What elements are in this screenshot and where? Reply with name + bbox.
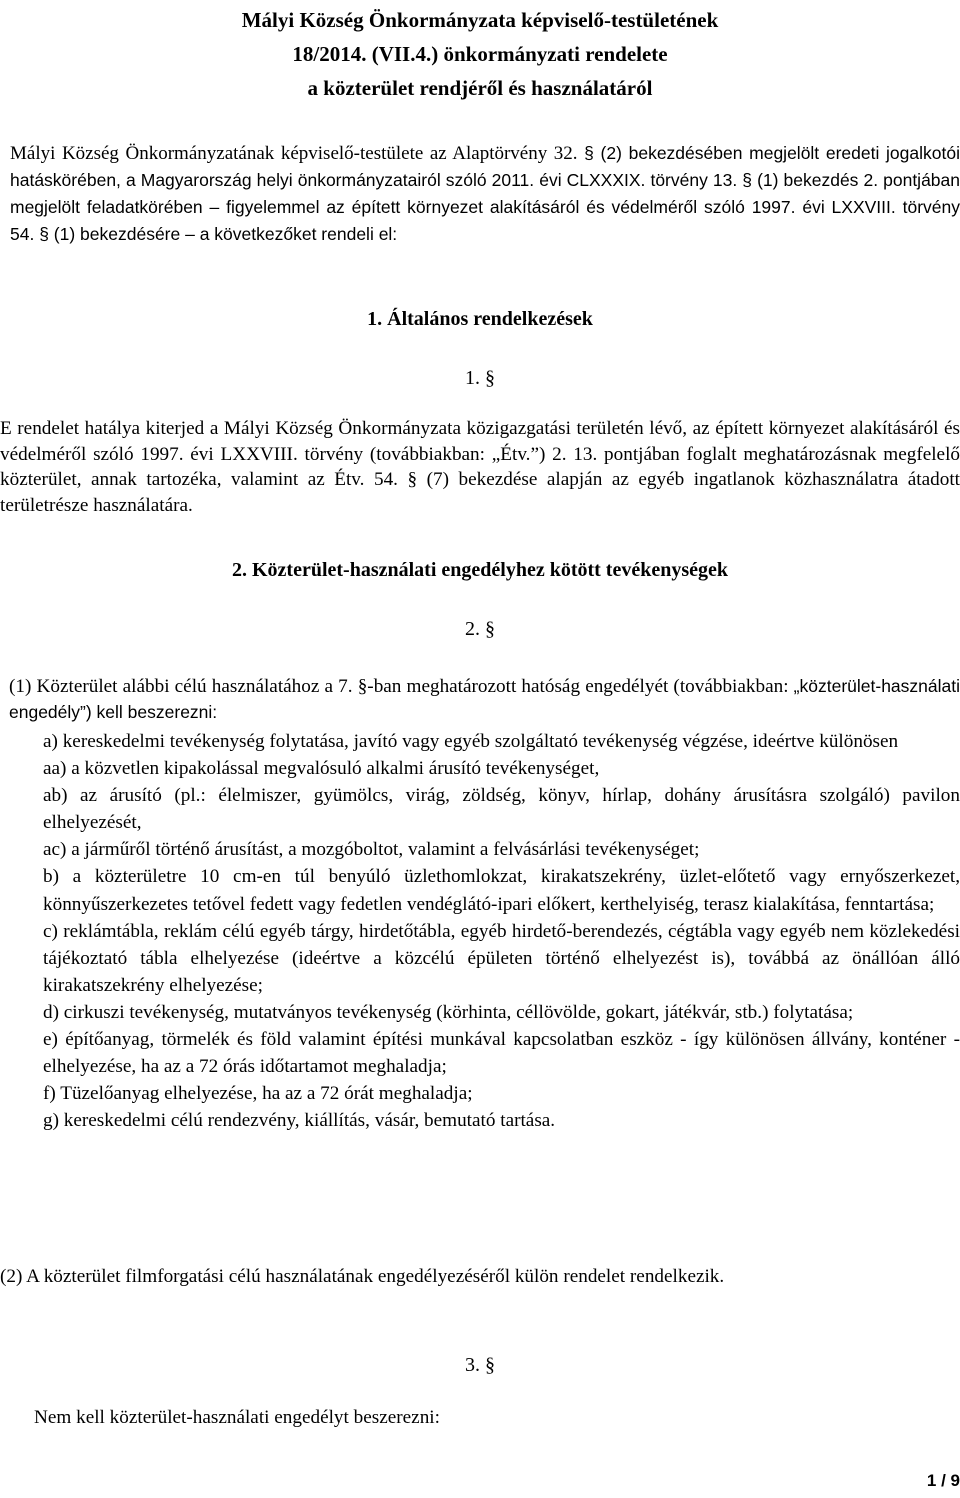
section-3-number: 3. § <box>465 1354 495 1376</box>
list-item-g: g) kereskedelmi célú rendezvény, kiállítás, vásár, bemutató tartása. <box>43 1110 556 1132</box>
chapter-1-heading: 1. Általános rendelkezések <box>367 308 593 330</box>
list-item-e: e) építőanyag, törmelék és föld valamint építési munkával kapcsolatban eszköz - így különösen állvány, konténer - elhelyezése, ha az a 72 órás időtartamot meghaladja; <box>43 1029 960 1078</box>
document-title-line-3: a közterület rendjéről és használatáról <box>307 76 653 100</box>
list-item-aa: aa) a közvetlen kipakolással megvalósuló alkalmi árusító tevékenységet, <box>43 758 600 780</box>
section-2-paragraph-1-part-1: (1) Közterület alábbi célú használatához a 7. §-ban meghatározott hatóság engedélyét (továbbiakban: <box>9 676 794 697</box>
chapter-2-heading: 2. Közterület-használati engedélyhez kötött tevékenységek <box>231 559 728 581</box>
list-item-a: a) kereskedelmi tevékenység folytatása, javító vagy egyéb szolgáltató tevékenység végzése, ideértve különösen <box>43 731 899 752</box>
page-number: 1 / 9 <box>926 1471 960 1490</box>
section-1-number: 1. § <box>465 367 495 389</box>
preamble-text-part-1: Mályi Község Önkormányzatának képviselő-testülete az Alaptörvény 32. <box>10 143 585 164</box>
section-3-text: Nem kell közterület-használati engedélyt beszerezni: <box>34 1407 440 1428</box>
list-item-c: c) reklámtábla, reklám célú egyéb tárgy, hirdetőtábla, egyéb hirdető-berendezés, cégtábla vagy egyéb nem közlekedési tájékoztató tábla elhelyezése (ideértve a közcélú épületen történő elhelyezést is), továbbá az önállóan álló kirakatszekrény elhelyezése; <box>43 920 960 996</box>
document-title-line-1: Mályi Község Önkormányzata képviselő-testületének <box>241 8 719 32</box>
section-2-paragraph-2: (2) A közterület filmforgatási célú használatának engedélyezéséről külön rendelet rendelkezik. <box>0 1266 725 1287</box>
document-title-line-2: 18/2014. (VII.4.) önkormányzati rendelete <box>292 42 668 66</box>
preamble-paragraph <box>10 140 960 248</box>
list-item-f: f) Tüzelőanyag elhelyezése, ha az a 72 órát meghaladja; <box>43 1083 473 1105</box>
list-item-ac: ac) a járműről történő árusítást, a mozgóboltot, valamint a felvásárlási tevékenységet; <box>43 839 700 861</box>
section-2-number: 2. § <box>465 618 495 640</box>
section-1-text: E rendelet hatálya kiterjed a Mályi Község Önkormányzata közigazgatási területén lévő, az épített környezet alakításáról és védelméről szóló 1997. évi LXXVIII. törvény (továbbiakban: „Étv.”) 2. 13. pontjában foglalt meghatározásnak megfelelő közterület, annak tartozéka, valamint az Étv. 54. § (7) bekezdése alapján az egyéb ingatlanok közhasználatra átadott területrésze használatára. <box>0 418 960 516</box>
section-2-paragraph-1-part-2: „közterület-használati engedély”) kell beszerezni: <box>9 676 960 722</box>
list-item-b: b) a közterületre 10 cm-en túl benyúló üzlethomlokzat, kirakatszekrény, üzlet-előtető vagy ernyőszerkezet, könnyűszerkezetes tetővel fedett vagy fedetlen vendéglátó-ipari előkert, kerthelyiség, terasz kialakítása, fenntartása; <box>43 866 960 915</box>
preamble-text-part-2: § (2) bekezdésében megjelölt eredeti jogalkotói hatáskörében, a Magyarország helyi önkormányzatairól szóló 2011. évi CLXXXIX. törvény 13. § (1) bekezdés 2. pontjában megjelölt feladatkörében – figyelemmel az épített környezet alakításáról és védelméről szóló 1997. évi LXXVIII. törvény 54. § (1) bekezdésére – a következőket rendeli el: <box>10 143 960 244</box>
section-2-paragraph-1 <box>9 674 960 725</box>
list-item-ab: ab) az árusító (pl.: élelmiszer, gyümölcs, virág, zöldség, könyv, hírlap, dohány árusításra szolgáló) pavilon elhelyezését, <box>43 785 960 834</box>
permit-activity-list <box>43 728 960 1134</box>
list-item-d: d) cirkuszi tevékenység, mutatványos tevékenység (körhinta, céllövölde, gokart, játékvár, stb.) folytatása; <box>43 1001 854 1023</box>
